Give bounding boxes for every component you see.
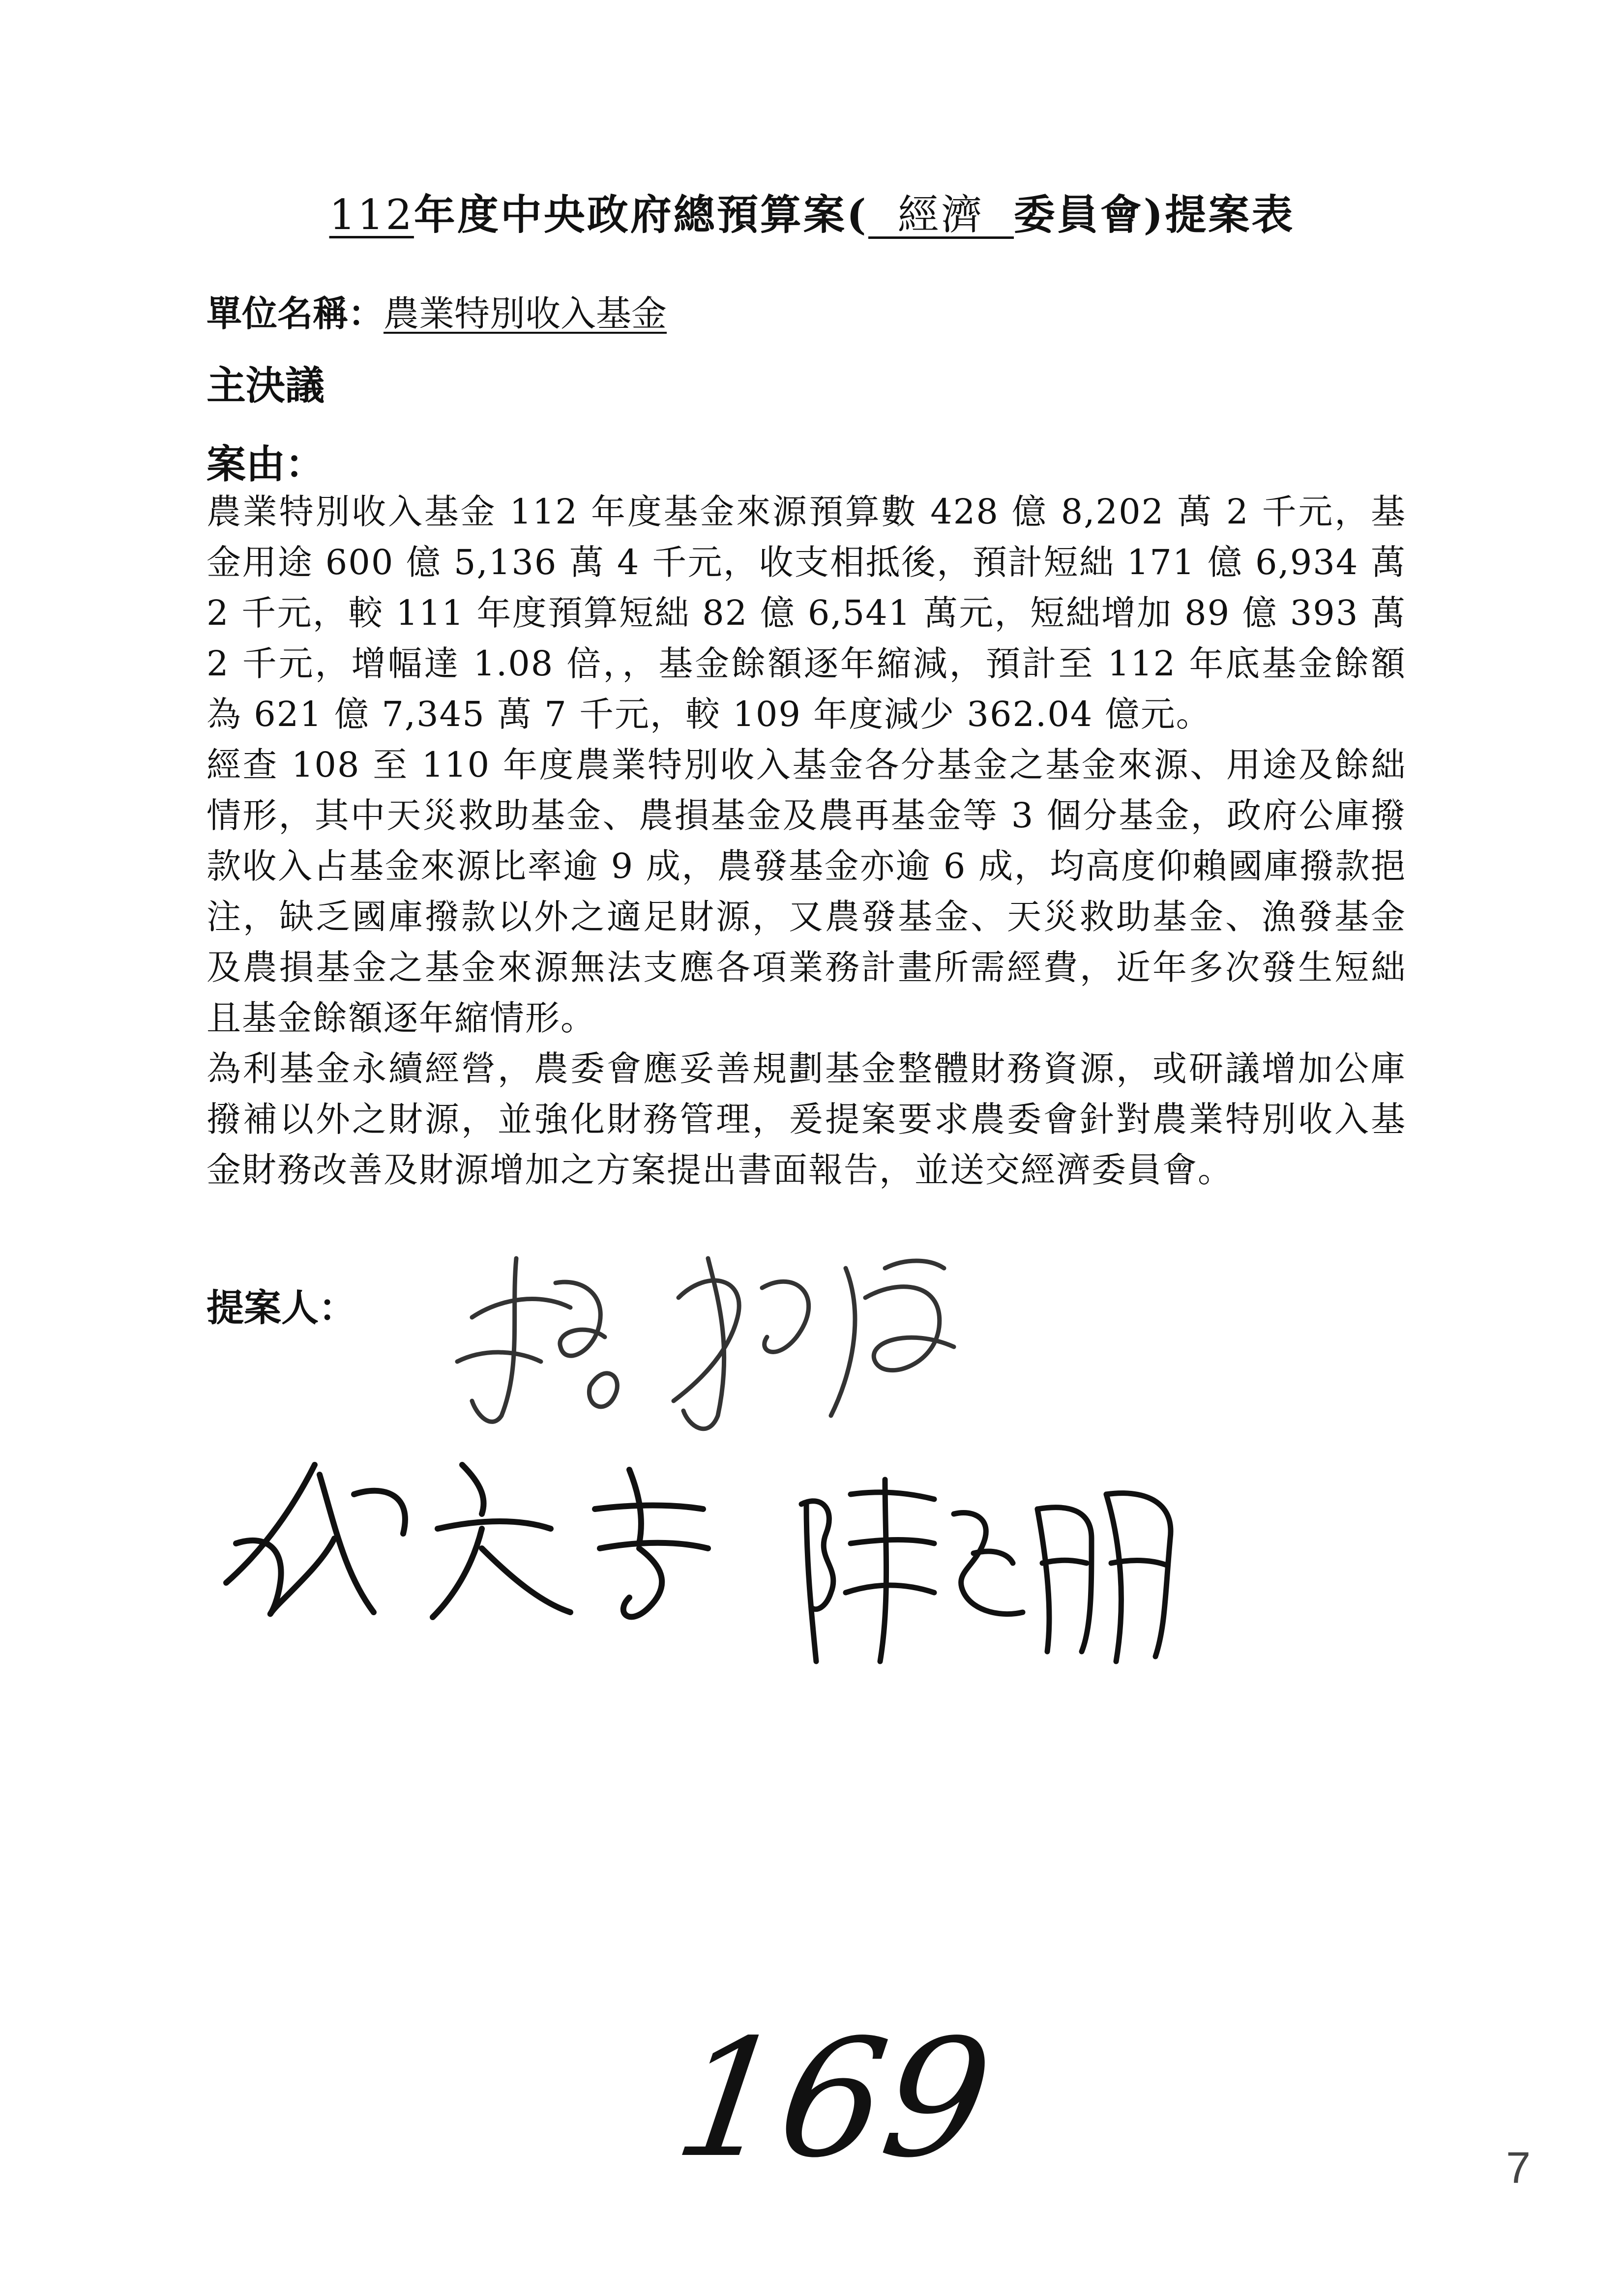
title-year: 112 [329,191,414,239]
unit-label: 單位名稱： [207,292,384,334]
title-suffix: 委員會)提案表 [1013,190,1295,239]
case-body [207,487,1406,1195]
case-paragraph-1: 農業特別收入基金 112 年度基金來源預算數 428 億 8,202 萬 2 千元，基金用途 600 億 5,136 萬 4 千元，收支相抵後，預計短絀 171 億 6,934 萬 2 千元，較 111 年度預算短絀 82 億 6,541 萬元，短絀增加 89 億 393 萬 2 千元，增幅達 1.08 倍，，基金餘額逐年縮減，預計至 112 年底基金餘額為 621 億 7,345 萬 7 千元，較 109 年度減少 362.04 億元。 [207,492,1406,734]
signature-3 [787,1465,1190,1671]
signature-2 [207,1435,747,1642]
unit-value: 農業特別收入基金 [384,293,667,334]
handwritten-number: 169 [665,2005,1002,2193]
title-prefix: 年度中央政府總預算案( [413,190,868,239]
document-title [0,182,1624,241]
case-paragraph-3: 為利基金永續經營，農委會應妥善規劃基金整體財務資源，或研議增加公庫撥補以外之財源，並強化財務管理，爰提案要求農委會針對農業特別收入基金財務改善及財源增加之方案提出書面報告，並送交經濟委員會。 [207,1048,1406,1190]
case-paragraph-2: 經查 108 至 110 年度農業特別收入基金各分基金之基金來源、用途及餘絀情形，其中天災救助基金、農損基金及農再基金等 3 個分基金，政府公庫撥款收入占基金來源比率逾 9 成，農發基金亦逾 6 成，均高度仰賴國庫撥款挹注，缺乏國庫撥款以外之適足財源，又農發基金、天災救助基金、漁發基金及農損基金之基金來源無法支應各項業務計畫所需經費，近年多次發生短絀且基金餘額逐年縮情形。 [207,745,1406,1038]
title-committee: 經濟 [868,193,1014,239]
proposer-label: 提案人： [207,1286,356,1330]
main-resolution-heading: 主決議 [207,362,325,408]
page-number: 7 [1506,2144,1531,2193]
signature-1 [443,1239,1033,1445]
unit-name-line [207,285,667,336]
case-heading: 案由： [207,441,325,487]
